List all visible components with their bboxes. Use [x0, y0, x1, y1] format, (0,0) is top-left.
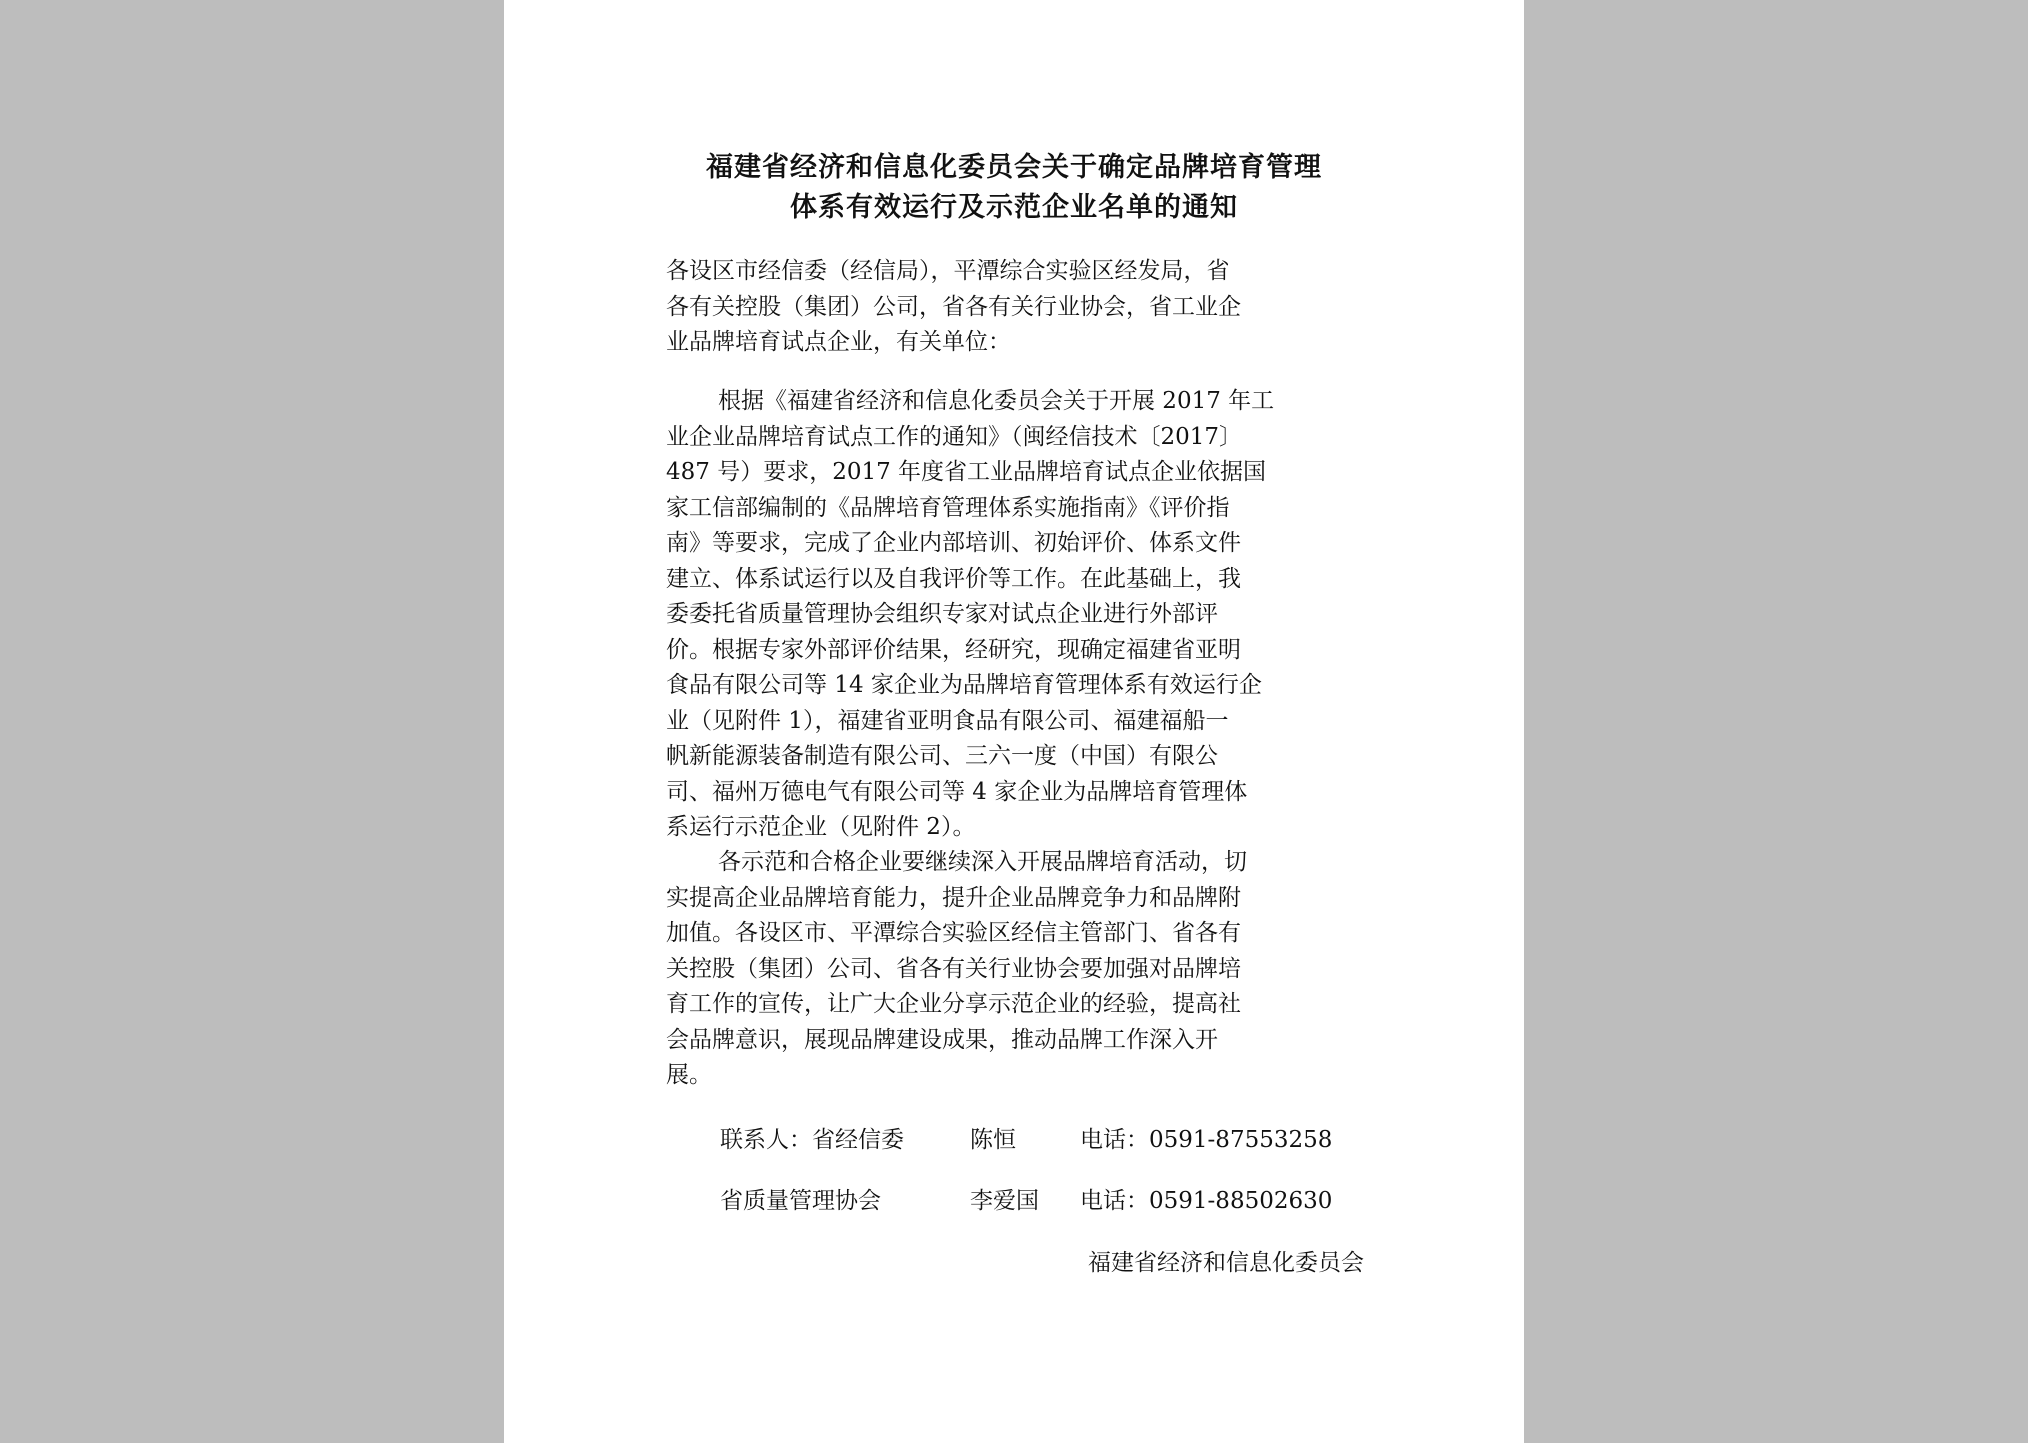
paragraph-line: 业（见附件 1），福建省亚明食品有限公司、福建福船一 [666, 707, 1229, 734]
title-line-1: 福建省经济和信息化委员会关于确定品牌培育管理 [706, 152, 1322, 183]
paragraph-line: 加值。各设区市、平潭综合实验区经信主管部门、省各有 [666, 920, 1241, 946]
signature: 福建省经济和信息化委员会 [1088, 1250, 1364, 1276]
addressee-line: 各设区市经信委（经信局），平潭综合实验区经发局，省 [666, 258, 1230, 284]
contact-row [720, 1125, 1332, 1155]
paragraph-line: 价。根据专家外部评价结果，经研究，现确定福建省亚明 [666, 636, 1241, 663]
paragraph-line: 建立、体系试运行以及自我评价等工作。在此基础上，我 [666, 565, 1241, 592]
contact-org: 联系人：省经信委 [720, 1127, 904, 1153]
paragraph-line: 487 号）要求，2017 年度省工业品牌培育试点企业依据国 [666, 459, 1267, 485]
paragraph-line: 实提高企业品牌培育能力，提升企业品牌竞争力和品牌附 [666, 884, 1241, 911]
paragraph-line: 南》等要求，完成了企业内部培训、初始评价、体系文件 [666, 530, 1241, 556]
contact-row [720, 1186, 1332, 1216]
paragraph-line: 业企业品牌培育试点工作的通知》（闽经信技术〔2017〕 [666, 423, 1243, 450]
document-page [504, 0, 1524, 1443]
contact-phone: 电话：0591-87553258 [1080, 1127, 1333, 1153]
addressee-line: 各有关控股（集团）公司，省各有关行业协会，省工业企 [666, 293, 1241, 320]
paragraph-line: 会品牌意识，展现品牌建设成果，推动品牌工作深入开 [666, 1026, 1218, 1053]
paragraph-line: 系运行示范企业（见附件 2）。 [666, 814, 976, 840]
paragraph-line: 展。 [666, 1062, 712, 1088]
contact-phone: 电话：0591-88502630 [1080, 1188, 1333, 1214]
paragraph-line: 家工信部编制的《品牌培育管理体系实施指南》《评价指 [666, 494, 1230, 521]
paragraph-line: 委委托省质量管理协会组织专家对试点企业进行外部评 [666, 601, 1218, 627]
title-line-2: 体系有效运行及示范企业名单的通知 [790, 192, 1238, 223]
paragraph-line: 根据《福建省经济和信息化委员会关于开展 2017 年工 [718, 388, 1275, 414]
paragraph-1 [666, 384, 1366, 846]
paragraph-line: 司、福州万德电气有限公司等 4 家企业为品牌培育管理体 [666, 778, 1248, 805]
contact-name: 陈恒 [970, 1127, 1016, 1153]
paragraph-line: 食品有限公司等 14 家企业为品牌培育管理体系有效运行企 [666, 672, 1262, 698]
paragraph-line: 育工作的宣传，让广大企业分享示范企业的经验，提高社 [666, 991, 1241, 1017]
contact-name: 李爱国 [970, 1188, 1039, 1214]
paragraph-line: 各示范和合格企业要继续深入开展品牌培育活动，切 [718, 849, 1247, 875]
document-title [664, 148, 1364, 228]
paragraph-2 [666, 845, 1366, 1094]
contact-org: 省质量管理协会 [720, 1188, 881, 1214]
addressee-block [666, 254, 1366, 361]
paragraph-line: 帆新能源装备制造有限公司、三六一度（中国）有限公 [666, 743, 1218, 769]
paragraph-line: 关控股（集团）公司、省各有关行业协会要加强对品牌培 [666, 955, 1241, 982]
addressee-line: 业品牌培育试点企业，有关单位： [666, 329, 1011, 355]
